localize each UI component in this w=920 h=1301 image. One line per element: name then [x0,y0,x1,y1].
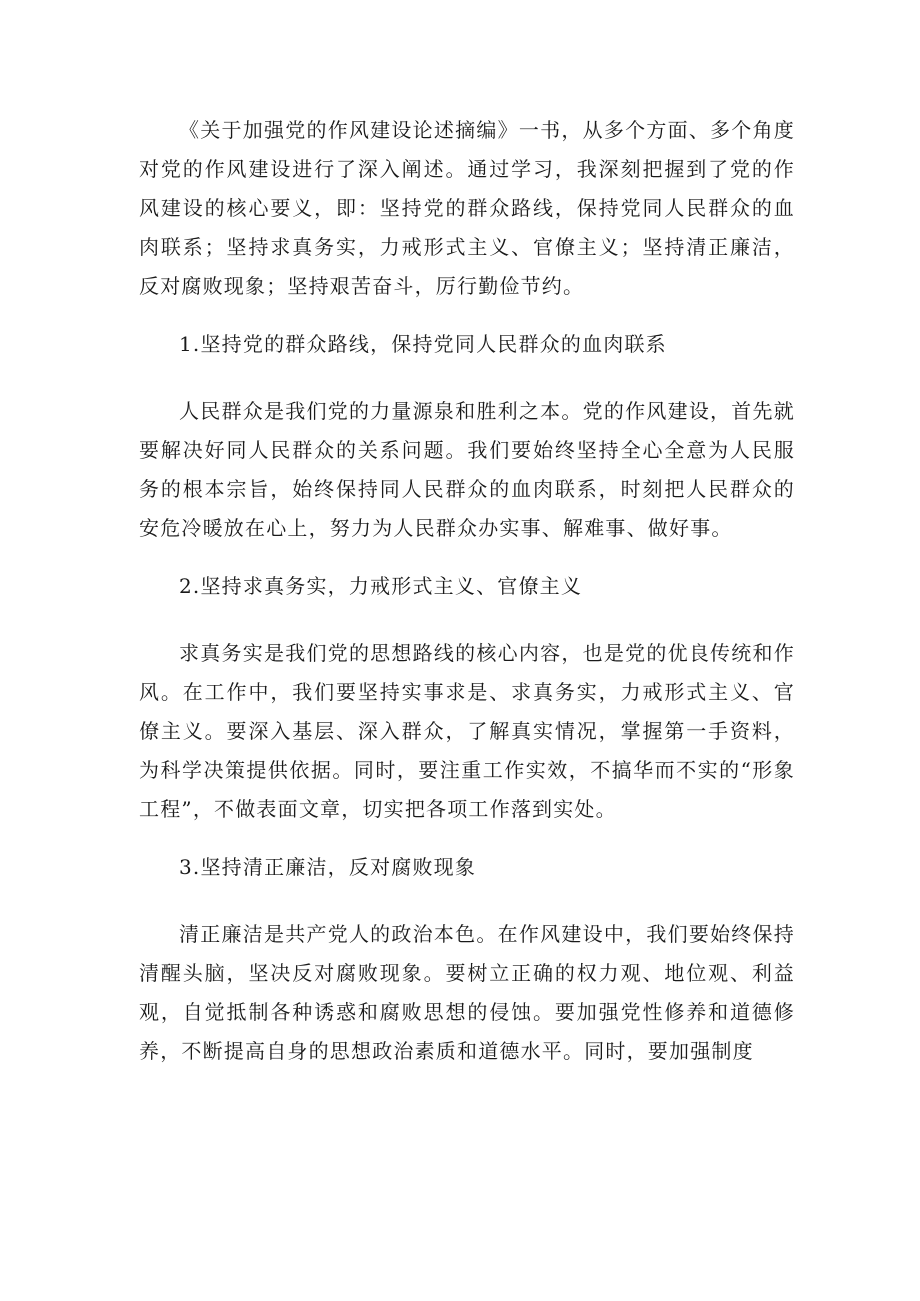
section-3-heading: 3.坚持清正廉洁，反对腐败现象 [179,855,477,879]
section-1-heading: 1.坚持党的群众路线，保持党同人民群众的血肉联系 [179,332,667,356]
section-2-body: 求真务实是我们党的思想路线的核心内容，也是党的优良传统和作风。在工作中，我们要坚持实事求是、求真务实，力戒形式主义、官僚主义。要深入基层、深入群众，了解真实情况，掌握第一手资料，为科学决策提供依据。同时，要注重工作实效，不搞华而不实的“形象工程”，不做表面文章，切实把各项工作落到实处。 [139,641,795,821]
section-2-heading: 2.坚持求真务实，力戒形式主义、官僚主义 [179,574,583,598]
section-1-body: 人民群众是我们党的力量源泉和胜利之本。党的作风建设，首先就要解决好同人民群众的关系问题。我们要始终坚持全心全意为人民服务的根本宗旨，始终保持同人民群众的血肉联系，时刻把人民群众的安危冷暖放在心上，努力为人民群众办实事、解难事、做好事。 [139,399,795,540]
intro-paragraph: 《关于加强党的作风建设论述摘编》一书，从多个方面、多个角度对党的作风建设进行了深入阐述。通过学习，我深刻把握到了党的作风建设的核心要义，即：坚持党的群众路线，保持党同人民群众的血肉联系；坚持求真务实，力戒形式主义、官僚主义；坚持清正廉洁，反对腐败现象；坚持艰苦奋斗，厉行勤俭节约。 [139,118,795,298]
document-body [139,111,795,1071]
section-3-body: 清正廉洁是共产党人的政治本色。在作风建设中，我们要始终保持清醒头脑，坚决反对腐败现象。要树立正确的权力观、地位观、利益观，自觉抵制各种诱惑和腐败思想的侵蚀。要加强党性修养和道德修养，不断提高自身的思想政治素质和道德水平。同时，要加强制度 [139,922,795,1063]
